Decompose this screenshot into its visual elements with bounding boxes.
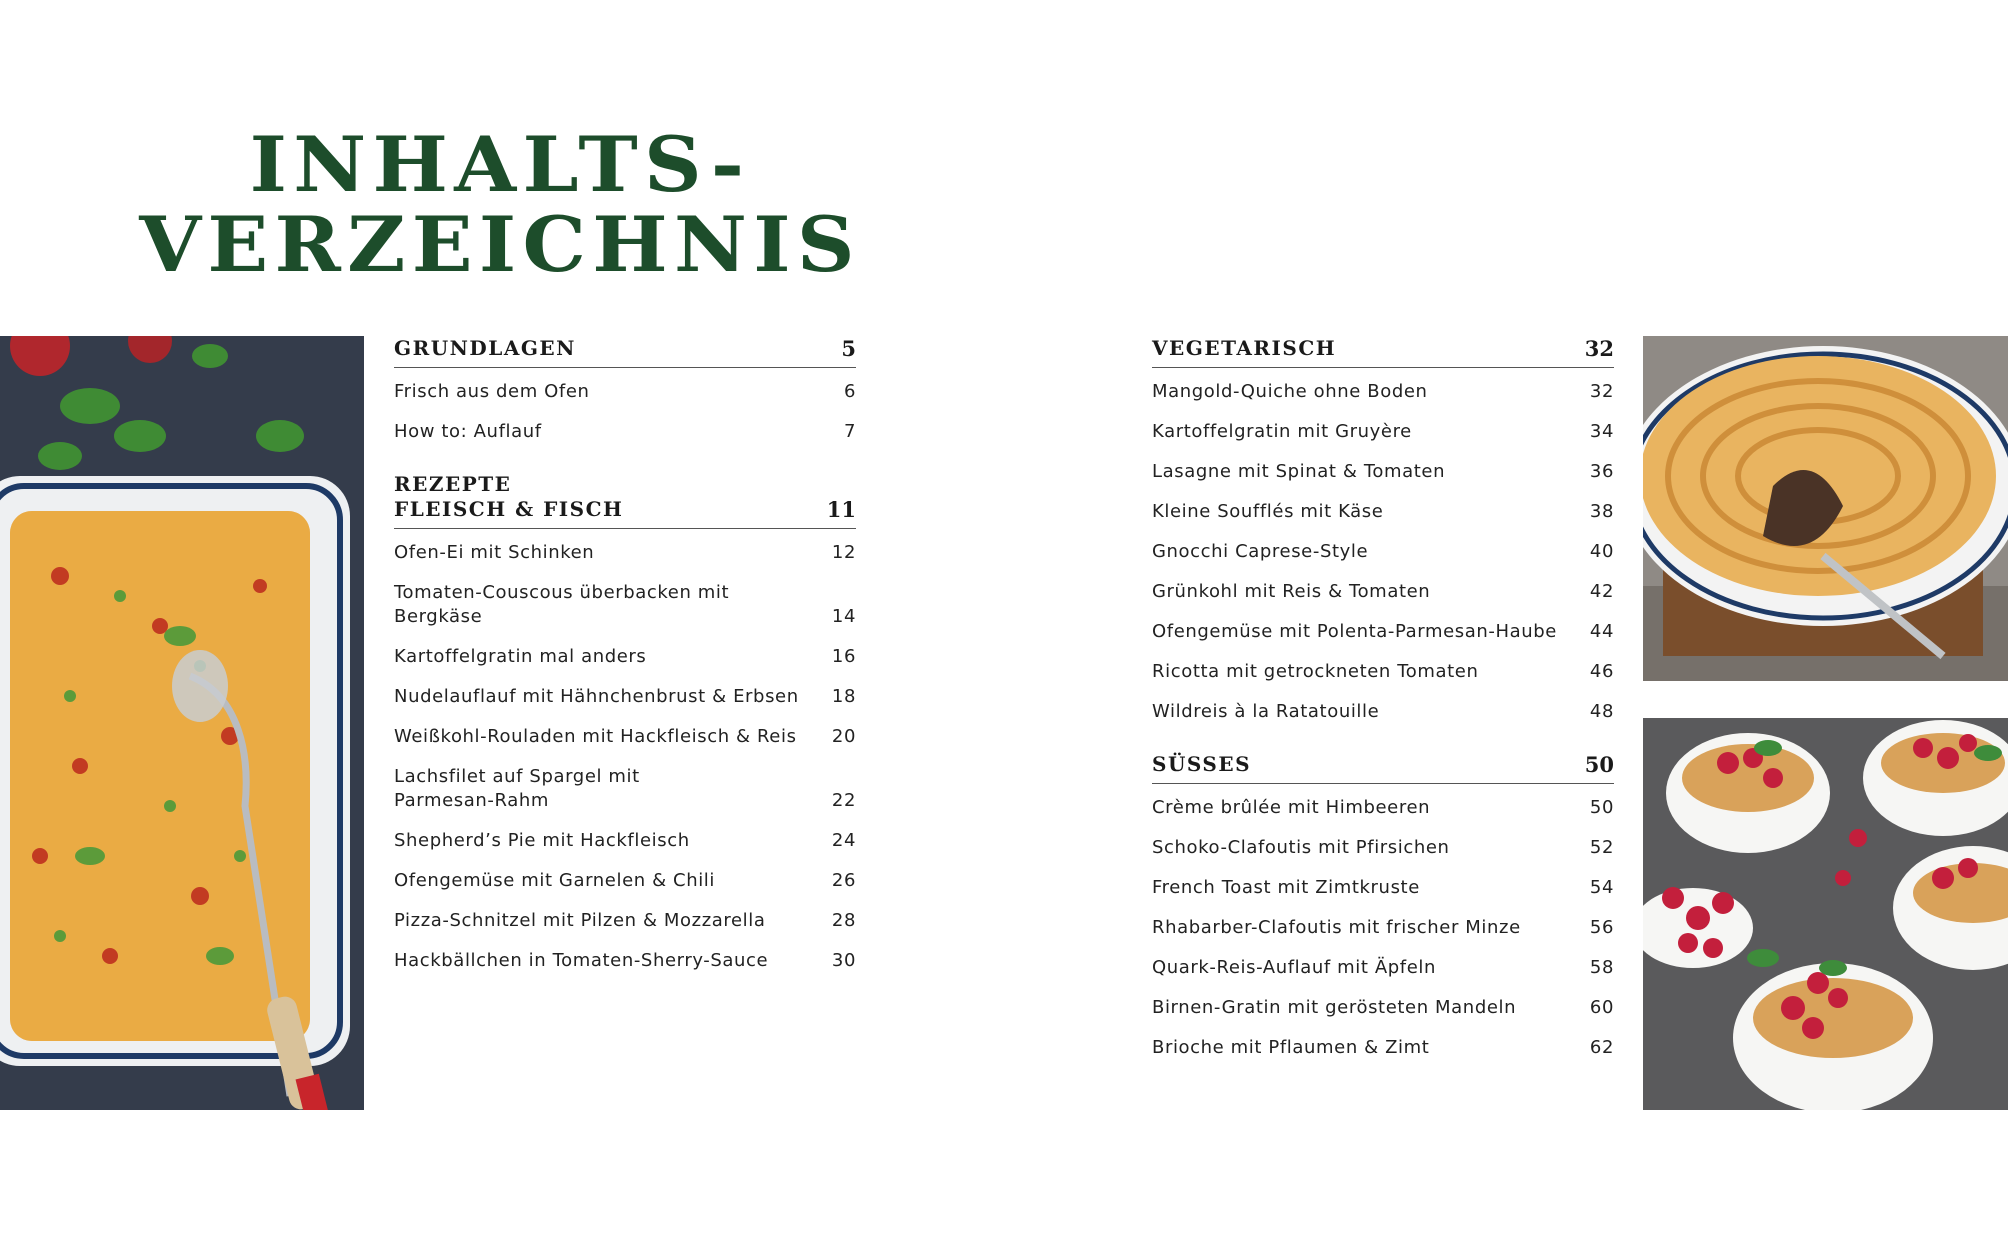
entry-label: Ricotta mit getrockneten Tomaten <box>1152 661 1479 682</box>
entry-page: 12 <box>831 542 856 563</box>
toc-entry[interactable] <box>394 869 856 893</box>
toc-section-suesses <box>1152 752 1614 1060</box>
entry-label: Frisch aus dem Ofen <box>394 381 590 402</box>
section-title: REZEPTE <box>394 472 512 496</box>
toc-entry[interactable] <box>1152 1036 1614 1060</box>
entry-page: 58 <box>1589 957 1614 978</box>
page-title-line-1: INHALTS- <box>249 120 751 209</box>
toc-section-grundlagen <box>394 336 856 444</box>
toc-entry[interactable] <box>394 541 856 565</box>
section-title: VEGETARISCH <box>1152 336 1337 360</box>
toc-entry[interactable] <box>394 909 856 933</box>
section-page: 50 <box>1584 752 1614 777</box>
entry-label: Ofengemüse mit Garnelen & Chili <box>394 870 716 891</box>
toc-entry[interactable] <box>1152 796 1614 820</box>
entry-page: 16 <box>831 646 856 667</box>
toc-entry[interactable] <box>1152 380 1614 404</box>
page-title-line-2: VERZEICHNIS <box>139 200 861 289</box>
entry-label: Schoko-Clafoutis mit Pfirsichen <box>1152 837 1450 858</box>
entry-label: Grünkohl mit Reis & Tomaten <box>1152 581 1431 602</box>
entry-list <box>1152 380 1614 724</box>
toc-entry[interactable] <box>1152 540 1614 564</box>
entry-label: Tomaten-Couscous überbacken mit Bergkäse <box>394 582 730 627</box>
entry-page: 48 <box>1589 701 1614 722</box>
toc-entry[interactable] <box>394 380 856 404</box>
entry-label: Nudelauflauf mit Hähnchenbrust & Erbsen <box>394 686 799 707</box>
entry-label: Lasagne mit Spinat & Tomaten <box>1152 461 1446 482</box>
entry-label: Gnocchi Caprese-Style <box>1152 541 1369 562</box>
entry-label: Mangold-Quiche ohne Boden <box>1152 381 1428 402</box>
toc-entry[interactable] <box>394 420 856 444</box>
entry-label: Hackbällchen in Tomaten-Sherry-Sauce <box>394 950 769 971</box>
entry-label: Pizza-Schnitzel mit Pilzen & Mozzarella <box>394 910 766 931</box>
entry-list <box>1152 796 1614 1060</box>
toc-column-left <box>394 336 856 973</box>
entry-page: 40 <box>1589 541 1614 562</box>
entry-page: 54 <box>1589 877 1614 898</box>
entry-page: 38 <box>1589 501 1614 522</box>
entry-page: 6 <box>843 381 856 402</box>
entry-label: Kleine Soufflés mit Käse <box>1152 501 1384 522</box>
entry-label: Weißkohl-Rouladen mit Hackfleisch & Reis <box>394 726 797 747</box>
entry-label: Crème brûlée mit Himbeeren <box>1152 797 1431 818</box>
entry-label: French Toast mit Zimtkruste <box>1152 877 1420 898</box>
entry-label: Rhabarber-Clafoutis mit frischer Minze <box>1152 917 1521 938</box>
toc-entry[interactable] <box>1152 956 1614 980</box>
section-title: GRUNDLAGEN <box>394 336 576 360</box>
entry-page: 28 <box>831 910 856 931</box>
entry-page: 14 <box>831 606 856 627</box>
entry-page: 22 <box>831 790 856 811</box>
entry-page: 56 <box>1589 917 1614 938</box>
entry-list <box>394 380 856 444</box>
entry-label: How to: Auflauf <box>394 421 542 442</box>
entry-label: Birnen-Gratin mit gerösteten Mandeln <box>1152 997 1517 1018</box>
entry-page: 60 <box>1589 997 1614 1018</box>
toc-entry[interactable] <box>1152 620 1614 644</box>
section-page: 32 <box>1584 336 1614 361</box>
section-heading <box>394 472 856 529</box>
entry-label: Lachsfilet auf Spargel mit Parmesan-Rahm <box>394 766 640 811</box>
entry-page: 52 <box>1589 837 1614 858</box>
toc-entry[interactable] <box>394 949 856 973</box>
photo-pasta-bake <box>0 336 364 1110</box>
photo-creme-brulee <box>1643 718 2008 1110</box>
entry-page: 50 <box>1589 797 1614 818</box>
toc-entry[interactable] <box>394 725 856 749</box>
entry-label: Wildreis à la Ratatouille <box>1152 701 1380 722</box>
entry-page: 18 <box>831 686 856 707</box>
toc-entry[interactable] <box>394 765 856 813</box>
toc-section-vegetarisch <box>1152 336 1614 724</box>
toc-entry[interactable] <box>394 685 856 709</box>
section-title: SÜSSES <box>1152 752 1252 776</box>
entry-page: 30 <box>831 950 856 971</box>
entry-page: 36 <box>1589 461 1614 482</box>
entry-page: 42 <box>1589 581 1614 602</box>
toc-entry[interactable] <box>1152 916 1614 940</box>
toc-section-rezepte <box>394 472 856 973</box>
entry-page: 20 <box>831 726 856 747</box>
entry-page: 44 <box>1589 621 1614 642</box>
entry-list <box>394 541 856 973</box>
toc-entry[interactable] <box>1152 500 1614 524</box>
toc-entry[interactable] <box>1152 580 1614 604</box>
toc-entry[interactable] <box>1152 876 1614 900</box>
entry-page: 24 <box>831 830 856 851</box>
photo-shepherds-pie <box>1643 336 2008 681</box>
section-title-block <box>394 472 623 522</box>
entry-label: Kartoffelgratin mit Gruyère <box>1152 421 1412 442</box>
toc-entry[interactable] <box>1152 996 1614 1020</box>
entry-page: 26 <box>831 870 856 891</box>
toc-entry[interactable] <box>1152 836 1614 860</box>
section-heading <box>1152 336 1614 368</box>
entry-page: 62 <box>1589 1037 1614 1058</box>
toc-entry[interactable] <box>1152 420 1614 444</box>
entry-page: 32 <box>1589 381 1614 402</box>
entry-label: Ofengemüse mit Polenta-Parmesan-Haube <box>1152 621 1557 642</box>
toc-entry[interactable] <box>1152 460 1614 484</box>
entry-page: 46 <box>1589 661 1614 682</box>
entry-label: Kartoffelgratin mal anders <box>394 646 647 667</box>
entry-label: Quark-Reis-Auflauf mit Äpfeln <box>1152 957 1437 978</box>
section-page: 5 <box>841 336 856 361</box>
toc-entry[interactable] <box>1152 700 1614 724</box>
entry-page: 7 <box>843 421 856 442</box>
section-heading <box>1152 752 1614 784</box>
toc-entry[interactable] <box>394 581 856 629</box>
toc-entry[interactable] <box>394 829 856 853</box>
entry-label: Ofen-Ei mit Schinken <box>394 542 595 563</box>
toc-column-right <box>1152 336 1614 1060</box>
entry-label: Shepherd’s Pie mit Hackfleisch <box>394 830 690 851</box>
toc-entry[interactable] <box>1152 660 1614 684</box>
page-title <box>0 120 1025 289</box>
entry-page: 34 <box>1589 421 1614 442</box>
section-subtitle: FLEISCH & FISCH <box>394 497 624 521</box>
entry-label: Brioche mit Pflaumen & Zimt <box>1152 1037 1430 1058</box>
section-page: 11 <box>826 497 856 522</box>
section-heading <box>394 336 856 368</box>
toc-entry[interactable] <box>394 645 856 669</box>
